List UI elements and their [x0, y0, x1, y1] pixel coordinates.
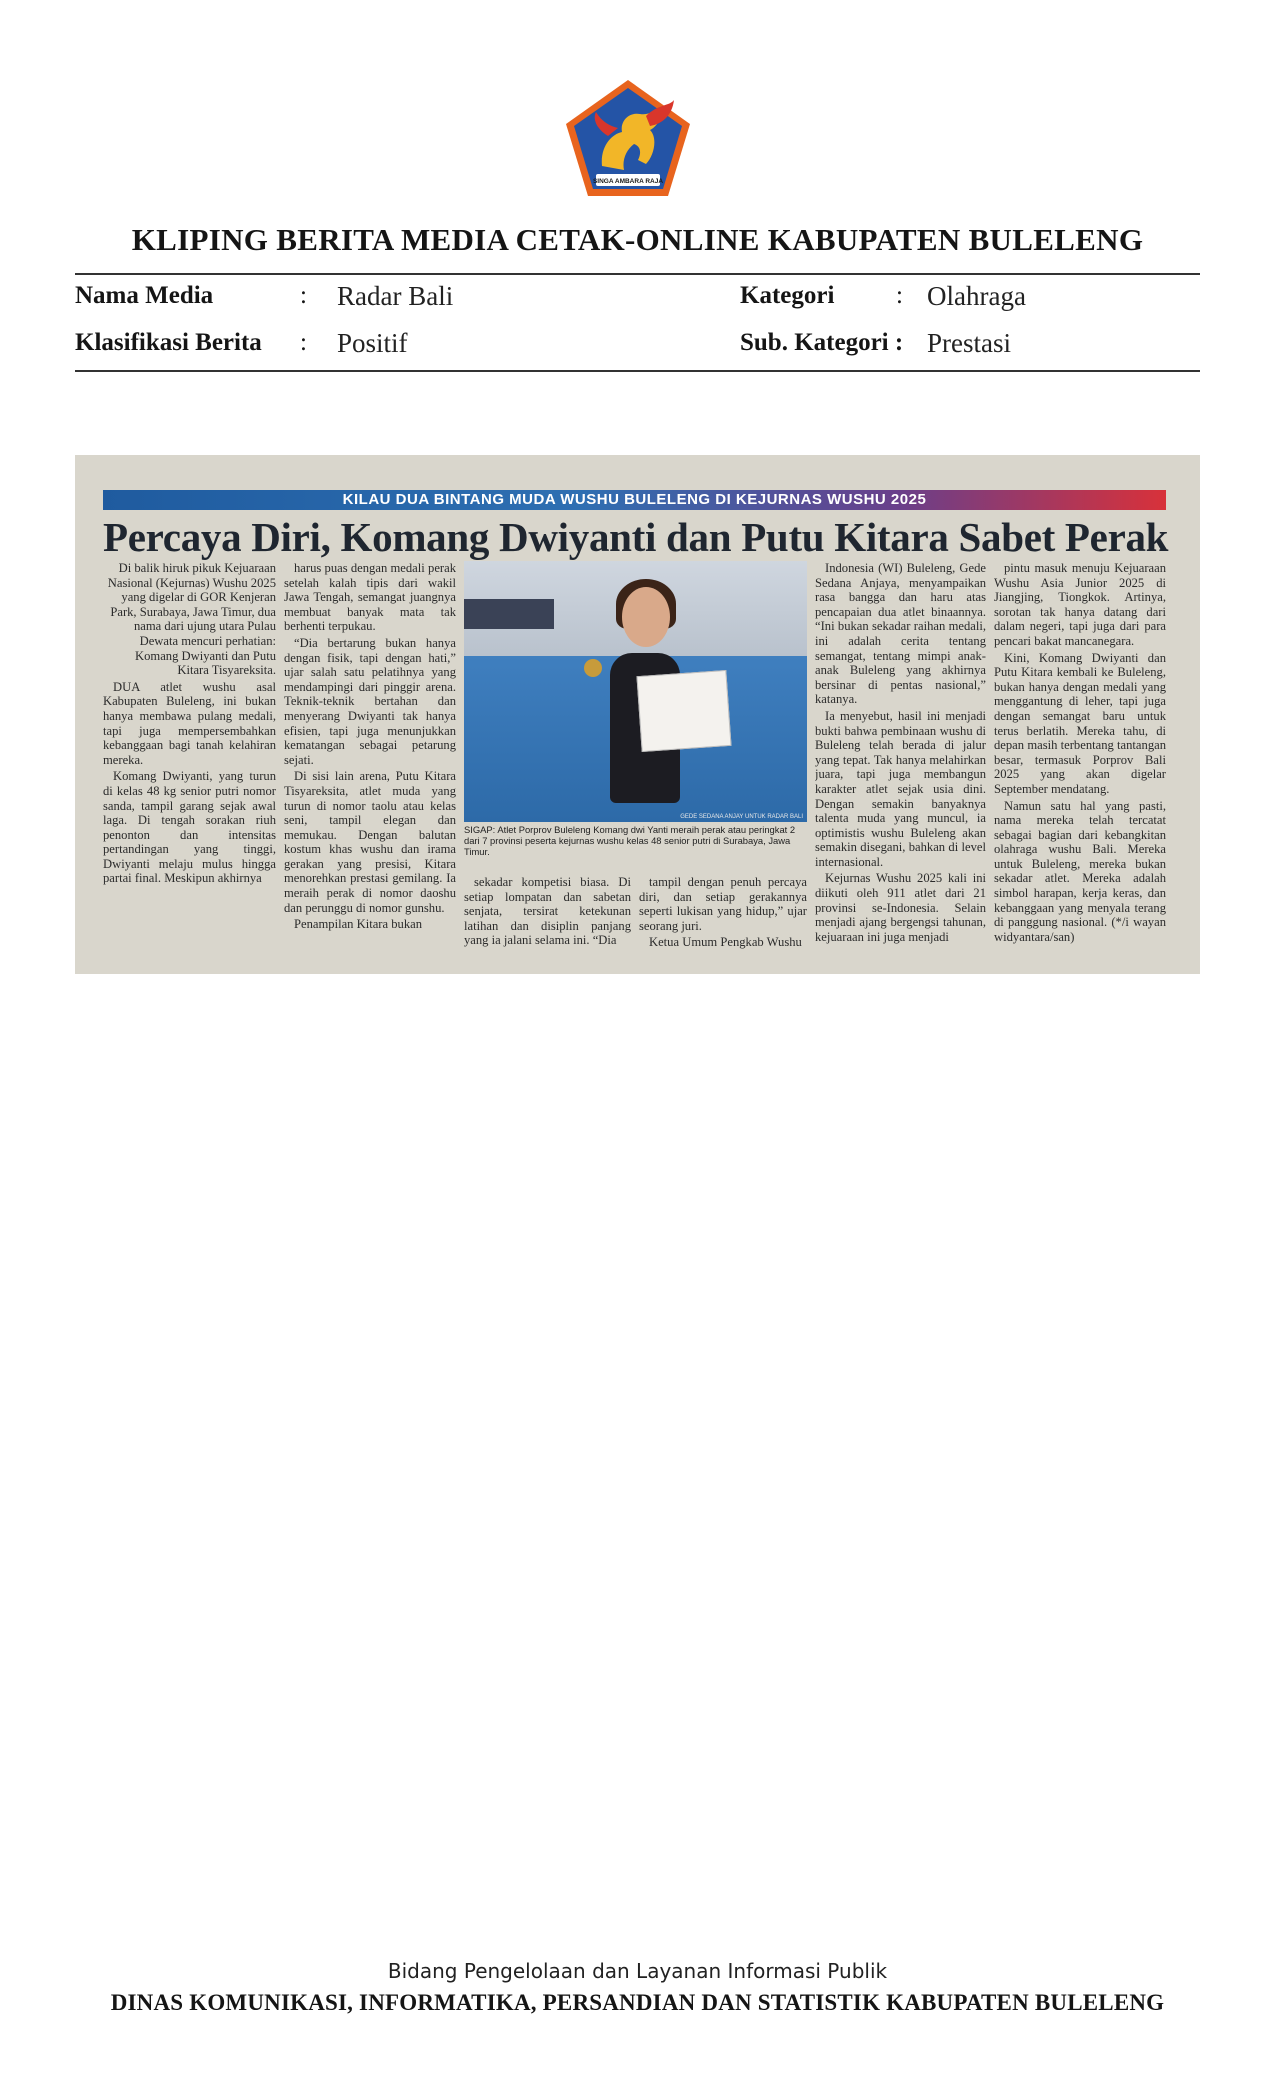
article-headline: Percaya Diri, Komang Dwiyanti dan Putu Kitara Sabet Perak [103, 514, 1169, 560]
article-paragraph: pintu masuk menuju Kejuaraan Wushu Asia Junior 2025 di Jiangjing, Tiongkok. Artinya, sorotan tak hanya datang dari dalam negeri, tapi juga dari para pencari bakat mancanegara. [994, 561, 1166, 648]
article-paragraph: Kini, Komang Dwiyanti dan Putu Kitara kembali ke Buleleng, bukan hanya dengan medali yang menggantung di leher, tapi juga dengan semangat baru untuk terus berlatih. Mereka tahu, di depan masih terbentang tantangan besar, termasuk Porprov Bali 2025 yang akan digelar September mendatang. [994, 650, 1166, 796]
photo-arena-banner [464, 599, 554, 629]
photo-medal-icon [584, 659, 602, 677]
article-paragraph: Ia menyebut, hasil ini menjadi bukti bahwa pembinaan wushu di Buleleng telah berada di jalur yang tepat. Tak hanya melahirkan juara, tapi juga membangun karakter atlet sejak usia dini. Dengan semakin banyaknya talenta muda yang muncul, ia optimistis wushu Buleleng akan semakin disegani, bahkan di level internasional. [815, 708, 986, 869]
article-paragraph: Di sisi lain arena, Putu Kitara Tisyareksita, atlet muda yang turun di nomor taolu atau kelas seni, tampil elegan dan memukau. Dengan balutan kostum khas wushu dan irama gerakan yang presisi, Kitara menorehkan prestasi gemilang. Ia meraih perak di nomor daoshu dan perunggu di nomor gunshu. [284, 769, 456, 915]
article-lead-paragraph: Di balik hiruk pikuk Kejuaraan Nasional (Kejurnas) Wushu 2025 yang digelar di GOR Kenjeran Park, Surabaya, Jawa Timur, dua nama dari ujung utara Pulau Dewata mencuri perhatian: Komang Dwiyanti dan Putu Kitara Tisyareksita. [107, 561, 276, 678]
photo-athlete-head [622, 587, 670, 647]
crest-motto-text: SINGA AMBARA RAJA [592, 178, 664, 185]
article-paragraph: harus puas dengan medali perak setelah kalah tipis dari wakil Jawa Tengah, semangat juangnya membuat banyak mata tak berhenti terpukau. [284, 561, 456, 634]
subkategori-label: Sub. Kategori : [740, 329, 904, 356]
article-kicker: KILAU DUA BINTANG MUDA WUSHU BULELENG DI KEJURNAS WUSHU 2025 [342, 491, 927, 508]
article-paragraph: Komang Dwiyanti, yang turun di kelas 48 kg senior putri nomor sanda, tampil garang sejak awal laga. Di tengah sorakan riuh penonton dan intensitas pertandingan yang tinggi, Dwiyanti melaju mulus hingga partai final. Meskipun akhirnya [103, 769, 276, 886]
photo-certificate [636, 670, 731, 752]
klasifikasi-colon: : [300, 329, 307, 356]
article-paragraph: tampil dengan penuh percaya diri, dan setiap gerakannya seperti lukisan yang hidup,” ujar seorang juri. [639, 875, 807, 933]
article-paragraph: sekadar kompetisi biasa. Di setiap lompatan dan sabetan senjata, tersirat ketekunan latihan dan disiplin panjang yang ia jalani selama ini. “Dia [464, 875, 631, 948]
media-colon: : [300, 282, 307, 309]
kategori-label: Kategori [740, 282, 835, 309]
photo-credit: GEDE SEDANA ANJAY UNTUK RADAR BALI [680, 814, 803, 820]
media-label: Nama Media [75, 282, 214, 309]
kategori-colon: : [896, 282, 903, 309]
footer-agency: DINAS KOMUNIKASI, INFORMATIKA, PERSANDIAN DAN STATISTIK KABUPATEN BULELENG [110, 1990, 1165, 2015]
article-paragraph: “Dia bertarung bukan hanya dengan fisik, tapi dengan hati,” ujar salah satu pelatihnya yang mendampingi dari pinggir arena. Teknik-teknik bertahan dan menyerang Dwiyanti tak hanya efisien, tapi juga menunjukkan kematangan sebagai petarung sejati. [284, 635, 456, 767]
buleleng-regency-crest-icon [562, 76, 694, 200]
article-paragraph: DUA atlet wushu asal Kabupaten Buleleng, ini bukan hanya membawa pulang medali, tapi juga mempersembahkan kebanggaan bagi tanah kelahiran mereka. [103, 679, 276, 767]
klasifikasi-label: Klasifikasi Berita [75, 329, 262, 356]
header-top-rule [75, 273, 1200, 275]
article-paragraph: Indonesia (WI) Buleleng, Gede Sedana Anjaya, menyampaikan rasa bangga dan haru atas pencapaian dua atlet binaannya. “Ini bukan sekadar raihan medali, ini adalah cerita tentang semangat, tentang mimpi anak-anak Buleleng yang akhirnya bersinar di pentas nasional,” katanya. [815, 561, 986, 707]
document-title: KLIPING BERITA MEDIA CETAK-ONLINE KABUPATEN BULELENG [131, 222, 1144, 257]
article-paragraph: Ketua Umum Pengkab Wushu [649, 935, 802, 950]
article-paragraph: Kejurnas Wushu 2025 kali ini diikuti oleh 911 atlet dari 21 provinsi se-Indonesia. Selain menjadi ajang bergengsi tahunan, kejuaraan ini juga menjadi [815, 871, 986, 944]
article-column-1 [103, 561, 276, 961]
article-column-3 [464, 875, 631, 965]
media-value: Radar Bali [337, 281, 454, 311]
article-column-2 [284, 561, 456, 961]
article-paragraph: Penampilan Kitara bukan [294, 917, 422, 932]
photo-caption: SIGAP: Atlet Porprov Buleleng Komang dwi Yanti meraih perak atau peringkat 2 dari 7 provinsi peserta kejurnas wushu kelas 48 senior putri di Surabaya, Jawa Timur. [464, 824, 796, 857]
article-photo [464, 561, 807, 822]
article-paragraph: Namun satu hal yang pasti, nama mereka telah tercatat sebagai bagian dari kebangkitan olahraga wushu Bali. Mereka untuk Buleleng, mereka bukan sekadar atlet. Mereka adalah simbol harapan, kerja keras, dan kebanggaan yang menyala terang di panggung nasional. (*/i wayan widyantara/san) [994, 798, 1166, 944]
newspaper-clipping [75, 455, 1200, 974]
header-bottom-rule [75, 370, 1200, 372]
klasifikasi-value: Positif [337, 328, 408, 358]
buleleng-crest-logo [562, 76, 694, 200]
article-column-6 [994, 561, 1166, 961]
subkategori-value: Prestasi [927, 328, 1011, 358]
article-column-4 [639, 875, 807, 965]
footer-division: Bidang Pengelolaan dan Layanan Informasi Publik [387, 1959, 888, 1983]
article-column-5 [815, 561, 986, 961]
kategori-value: Olahraga [927, 281, 1026, 311]
